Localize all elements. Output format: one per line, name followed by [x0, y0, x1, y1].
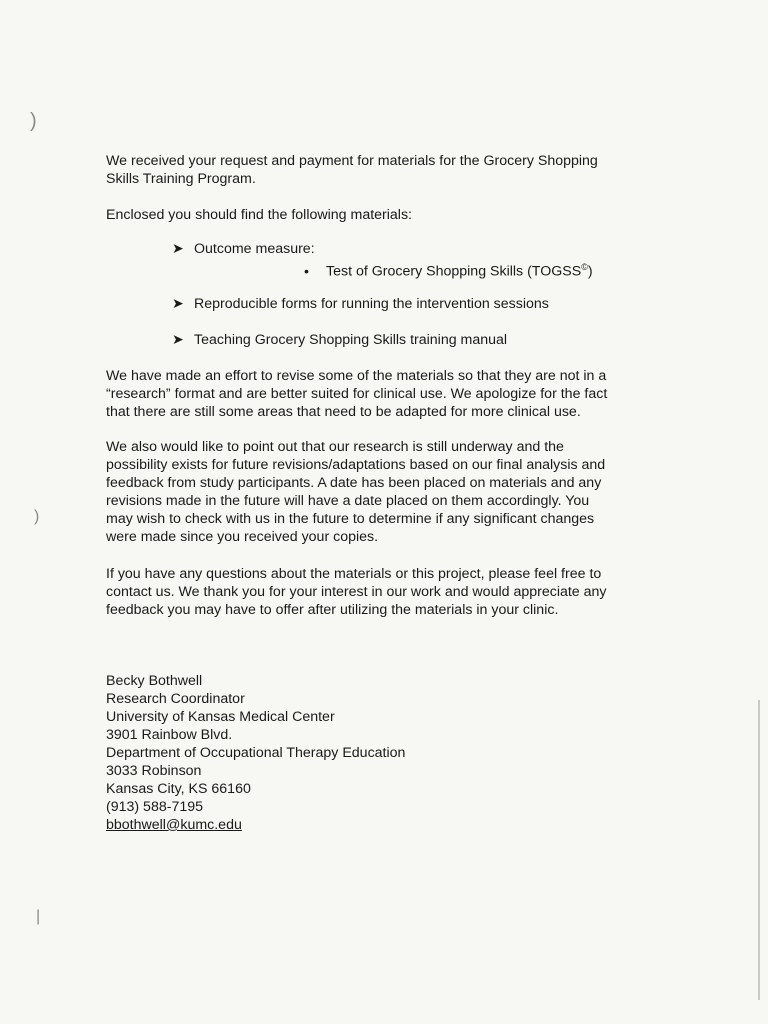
- list-item: [172, 240, 315, 258]
- punch-hole-mark: ): [34, 508, 40, 525]
- signature-block: [106, 672, 405, 834]
- paragraph-line: possibility exists for future revisions/adaptations based on our final analysis and: [106, 457, 606, 473]
- signer-city: Kansas City, KS 66160: [106, 781, 251, 797]
- arrow-bullet-icon: ➤: [172, 241, 184, 257]
- arrow-bullet-icon: ➤: [172, 332, 184, 348]
- paragraph-line: contact us. We thank you for your interest in our work and would appreciate any: [106, 584, 607, 600]
- sub-list-item: [304, 258, 593, 281]
- togss-close: ): [587, 263, 593, 280]
- paragraph-line: If you have any questions about the materials or this project, please feel free to: [106, 566, 602, 582]
- signer-phone: (913) 588-7195: [106, 799, 204, 815]
- togss-label: Test of Grocery Shopping Skills (TOGSS: [326, 263, 582, 280]
- outcome-label: Outcome measure:: [194, 241, 315, 257]
- paragraph-line: We also would like to point out that our research is still underway and the: [106, 439, 564, 455]
- manual-label: Teaching Grocery Shopping Skills training manual: [194, 332, 508, 348]
- signer-room: 3033 Robinson: [106, 763, 202, 779]
- paragraph-line: were made since you received your copies.: [106, 529, 379, 545]
- dot-bullet-icon: •: [304, 263, 309, 280]
- paragraph-line: that there are still some areas that need to be adapted for more clinical use.: [106, 404, 581, 420]
- signer-street: 3901 Rainbow Blvd.: [106, 727, 233, 743]
- copyright-mark: ©: [581, 262, 588, 272]
- arrow-bullet-icon: ➤: [172, 296, 184, 312]
- signer-organization: University of Kansas Medical Center: [106, 709, 335, 725]
- research-paragraph: [106, 438, 666, 546]
- paragraph-line: may wish to check with us in the future to determine if any significant changes: [106, 511, 595, 527]
- paragraph-line: “research” format and are better suited for clinical use. We apologize for the fact: [106, 386, 608, 402]
- signer-department: Department of Occupational Therapy Education: [106, 745, 406, 761]
- punch-hole-mark: ): [30, 110, 37, 132]
- signer-email-link[interactable]: bbothwell@kumc.edu: [106, 817, 242, 833]
- forms-label: Reproducible forms for running the intervention sessions: [194, 296, 549, 312]
- intro-paragraph: [106, 152, 666, 188]
- list-item: [172, 331, 507, 349]
- paragraph-line: feedback you may have to offer after utilizing the materials in your clinic.: [106, 602, 559, 618]
- enclosed-paragraph: [106, 206, 666, 224]
- intro-line: We received your request and payment for materials for the Grocery Shopping: [106, 153, 598, 169]
- punch-hole-mark: |: [36, 908, 41, 925]
- questions-paragraph: [106, 565, 666, 619]
- paragraph-line: feedback from study participants. A date has been placed on materials and any: [106, 475, 602, 491]
- intro-line: Skills Training Program.: [106, 171, 256, 187]
- revise-paragraph: [106, 367, 666, 421]
- paragraph-line: We have made an effort to revise some of the materials so that they are not in a: [106, 368, 607, 384]
- enclosed-text: Enclosed you should find the following materials:: [106, 207, 412, 223]
- scan-edge-line: [758, 700, 760, 1000]
- signer-name: Becky Bothwell: [106, 673, 203, 689]
- signer-title: Research Coordinator: [106, 691, 245, 707]
- list-item: [172, 295, 549, 313]
- paragraph-line: revisions made in the future will have a date placed on them accordingly. You: [106, 493, 590, 509]
